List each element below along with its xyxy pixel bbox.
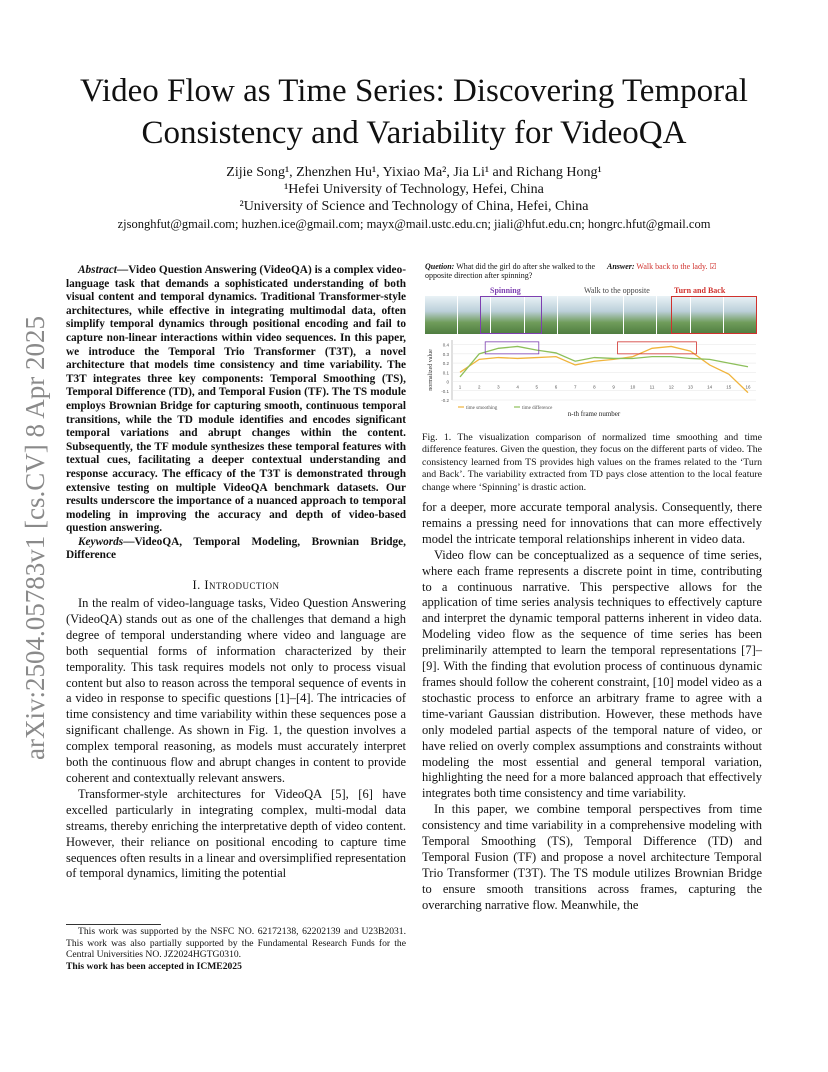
video-frame	[558, 296, 591, 334]
footnote-acceptance: This work has been accepted in ICME2025	[66, 960, 242, 972]
line-chart	[422, 334, 762, 418]
x-tick-label: 11	[649, 384, 655, 390]
x-tick-label: 16	[745, 384, 751, 390]
x-tick-label: 8	[593, 384, 596, 390]
legend-entry: time smoothing	[466, 406, 498, 411]
answer-text: Walk back to the lady. ☑	[636, 262, 717, 271]
author-emails: zjsonghfut@gmail.com; huzhen.ice@gmail.com; mayx@mail.ustc.edu.cn; jiali@hfut.edu.cn; hongrc.hfut@gmail.com	[117, 217, 711, 231]
intro-paragraph-2: Transformer-style architectures for VideoQA [5], [6] have excelled particularly in integrating complex, multi-modal data streams, thereby enriching the interpretative depth of video content. However, their reliance on positional encoding to capture time sequences often results in a linear and oversimplified representation of temporal dynamics, limiting the potential	[66, 786, 406, 881]
y-axis-label: normalized value	[428, 349, 434, 391]
question-text: What did the girl do after she walked to the opposite direction after spinning?	[425, 262, 596, 280]
spinning-highlight-box	[480, 296, 542, 334]
video-filmstrip	[425, 296, 757, 334]
right-paragraph-2: In this paper, we combine temporal perspectives from time consistency and time variability in a comprehensive modeling with Temporal Smoothing (TS), Temporal Difference (TD) and Temporal Fusion (TF) and propose a novel architecture Temporal Trio Transformer (T3T). The TS module utilizes Brownian Bridge to ensure smooth transitions across frames, capturing the overarching narrative flow. Meanwhile, the	[422, 802, 762, 912]
keywords-body: —VideoQA, Temporal Modeling, Brownian Bridge, Difference	[66, 535, 406, 562]
affiliation-2: ²University of Science and Technology of China, Hefei, China	[239, 199, 589, 214]
keywords-label: Keywords	[78, 535, 124, 548]
turn-back-highlight-box	[671, 296, 757, 334]
x-tick-label: 5	[535, 384, 539, 390]
segment-labels	[422, 286, 762, 296]
abstract-body: —Video Question Answering (VideoQA) is a complex video-language task that demands a sophisticated understanding of both visual content and temporal dynamics. Traditional Transformer-style architectures, while effective in integrating multimodal data, often simplify temporal dynamics through positional encoding and fail to capture non-linear interactions within video sequences. In this paper, we introduce the Temporal Trio Transformer (T3T), a novel architecture that models time consistency and time variability. The T3T integrates three key components: Temporal Smoothing (TS), Temporal Difference (TD), and Temporal Fusion (TF). The TS module employs Brownian Bridge for capturing smooth, continuous temporal transitions, while the TD module identifies and encodes significant temporal variations and abrupt changes within the content. Subsequently, the TF module synthesizes these temporal features with textual cues, facilitating a deeper contextual understanding and response accuracy. The efficacy of the T3T is demonstrated through extensive testing on multiple VideoQA benchmark datasets. Our results underscore the importance of a nuanced approach to temporal modeling in improving the accuracy and depth of video-based question answering.	[66, 264, 406, 535]
y-tick-label: -0.1	[441, 388, 449, 394]
spinning-chart-highlight	[485, 342, 539, 354]
x-tick-label: 12	[668, 384, 674, 390]
x-tick-label: 1	[458, 384, 462, 390]
y-tick-label: 0	[446, 379, 449, 385]
right-paragraph-0: for a deeper, more accurate temporal analysis. Consequently, there remains a pressing need for innovations that can more effectively model the intricate temporal relationships inherent in video data.	[422, 500, 762, 546]
x-tick-label: 10	[630, 384, 636, 390]
x-tick-label: 15	[726, 384, 732, 390]
figure-1-caption: Fig. 1. The visualization comparison of normalized time smoothing and time difference features. Given the question, they focus on the different parts of video. The consistency learned from TS provides high values on the frames related to the ‘Turn and Back’. The variability extracted from TD pays close attention to the local feature change where ‘Spinning’ is drastic action.	[422, 432, 762, 493]
figure-answer	[607, 262, 717, 271]
footnote-funding: This work was supported by the NSFC NO. 62172138, 62202139 and U23B2031. This work was also partially supported by the Fundamental Research Funds for the Central Universities NO. JZ2024HGTG0310.	[66, 926, 406, 960]
x-tick-label: 7	[573, 384, 577, 390]
x-tick-label: 6	[554, 384, 558, 390]
paper-title	[40, 70, 788, 154]
question-label: Quetion:	[425, 262, 455, 271]
x-tick-label: 13	[687, 384, 693, 390]
footnotes	[66, 926, 406, 972]
intro-paragraph-1: In the realm of video-language tasks, Video Question Answering (VideoQA) stands out as one of the challenges that demand a high degree of temporal understanding where video and language are both sequential forms of information characterized by their temporality. This task requires models not only to process visual content but also to reason across the temporal sequence of events in a video in response to specific questions [1]–[4]. The intricacies of time consistency and time variability within these sequences pose a significant challenge. As shown in Fig. 1, the question involves a complex temporal reasoning, as models must accurately interpret both the continuous flow and abrupt changes in content to provide coherent and contextually relevant answers.	[66, 596, 406, 785]
title-line-1: Video Flow as Time Series: Discovering Temporal	[80, 73, 748, 109]
legend-entry: time difference	[522, 406, 553, 411]
x-axis-label: n-th frame number	[567, 410, 621, 418]
y-tick-label: 0.3	[442, 351, 449, 357]
segment-label-spinning: Spinning	[490, 286, 521, 295]
figure-1	[422, 262, 762, 420]
title-line-2: Consistency and Variability for VideoQA	[141, 115, 687, 151]
x-tick-label: 2	[477, 384, 481, 390]
svg-text:arXiv:2504.05783v1 [cs.CV] 8: arXiv:2504.05783v1 [cs.CV] 8 Apr 2025	[20, 316, 50, 760]
introduction-body	[66, 596, 406, 882]
right-column-body	[422, 500, 762, 914]
figure-question-row	[422, 262, 762, 286]
x-tick-label: 3	[497, 384, 500, 390]
segment-label-turn: Turn and Back	[674, 286, 726, 295]
abstract-label: Abstract	[78, 264, 117, 276]
segment-label-walk: Walk to the opposite	[584, 286, 650, 295]
y-tick-label: 0.2	[442, 361, 449, 367]
arxiv-side-stamp	[8, 290, 58, 760]
video-frame	[425, 296, 458, 334]
x-tick-label: 14	[707, 384, 713, 390]
series-line-time-smoothing	[460, 346, 748, 392]
y-tick-label: 0.1	[442, 370, 449, 376]
video-frame	[624, 296, 657, 334]
y-tick-label: -0.2	[441, 398, 449, 403]
video-frame	[591, 296, 624, 334]
answer-label: Answer:	[607, 262, 635, 271]
x-tick-label: 9	[612, 384, 615, 390]
footnote-rule	[66, 924, 161, 925]
affiliation-1: ¹Hefei University of Technology, Hefei, China	[284, 182, 544, 197]
x-tick-label: 4	[516, 384, 519, 390]
y-tick-label: 0.4	[442, 342, 449, 348]
section-heading-introduction: I. Introduction	[192, 578, 280, 592]
right-paragraph-1: Video flow can be conceptualized as a sequence of time series, where each frame represents a discrete point in time, contributing to a continuous narrative. This perspective allows for the application of time series analysis techniques to effectively capture and interpret the dynamic temporal patterns inherent in video data. Modeling video flow as the sequence of time series has been preliminarily attempted to learn the temporal representations [7]–[9]. With the finding that evolution process of continuous dynamic frames should follow the coherent constraint, [10] model video as a stochastic process to enforce an arbitrary frame to agree with a time-variant Gaussian distribution. However, these methods have only modeled partial aspects of the temporal nature of video, or have relied on overly complex assumptions and constraints without modeling the most essential and general temporal variation, highlighting the need for a more balanced approach that effectively integrates both time consistency and time variability.	[422, 547, 762, 801]
figure-question	[425, 262, 605, 280]
author-list: Zijie Song¹, Zhenzhen Hu¹, Yixiao Ma², Jia Li¹ and Richang Hong¹	[226, 165, 602, 180]
abstract	[66, 264, 406, 563]
